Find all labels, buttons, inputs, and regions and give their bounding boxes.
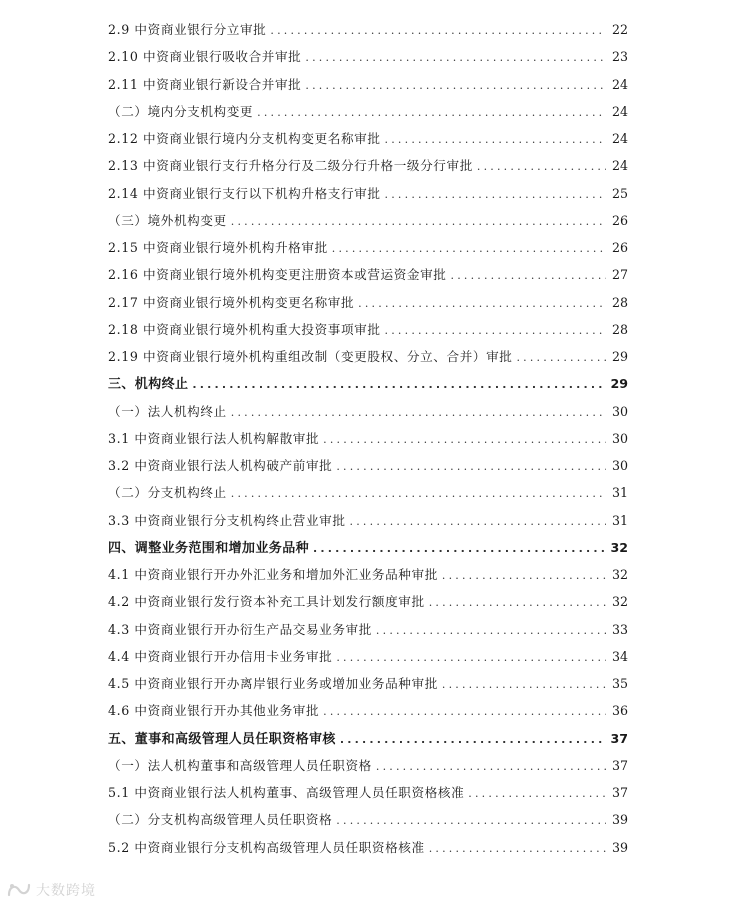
toc-entry-title: 4.3 中资商业银行开办衍生产品交易业务审批 xyxy=(108,621,372,637)
toc-dot-leader xyxy=(385,126,606,153)
toc-entry-title: 3.3 中资商业银行分支机构终止营业审批 xyxy=(108,512,346,528)
toc-page-number: 29 xyxy=(610,376,628,392)
toc-page-number: 31 xyxy=(611,485,628,501)
toc-dot-leader xyxy=(323,698,606,725)
toc-entry-title: 5.1 中资商业银行法人机构董事、高级管理人员任职资格核准 xyxy=(108,785,465,800)
toc-page-number: 25 xyxy=(611,185,628,201)
toc-subsection-entry xyxy=(108,207,628,234)
toc-section-entry xyxy=(108,534,628,561)
toc-page-number: 23 xyxy=(611,49,628,65)
toc-page-number: 37 xyxy=(610,730,628,746)
toc-dot-leader xyxy=(340,726,605,753)
toc-dot-leader xyxy=(429,835,606,862)
brand-logo-icon xyxy=(6,881,32,899)
toc-entry xyxy=(108,452,628,479)
toc-entry-title: 4.6 中资商业银行开办其他业务审批 xyxy=(108,703,320,719)
toc-entry-title: 2.14 中资商业银行支行以下机构升格支行审批 xyxy=(108,185,381,201)
toc-dot-leader xyxy=(323,426,606,453)
toc-page-number: 33 xyxy=(611,621,628,637)
toc-dot-leader xyxy=(350,508,606,535)
toc-entry-title: 4.2 中资商业银行发行资本补充工具计划发行额度审批 xyxy=(108,594,425,610)
toc-entry-title: 三、机构终止 xyxy=(108,377,189,393)
toc-dot-leader xyxy=(231,208,606,235)
toc-entry-title: （一）法人机构终止 xyxy=(108,403,227,419)
toc-entry xyxy=(108,425,628,452)
toc-page-number: 30 xyxy=(611,430,628,446)
toc-dot-leader xyxy=(468,780,606,807)
watermark-text: 大数跨境 xyxy=(36,883,96,899)
toc-entry-title: 2.13 中资商业银行支行升格分行及二级分行升格一级分行审批 xyxy=(108,158,473,174)
toc-page-number: 24 xyxy=(611,103,628,119)
toc-entry-title: 2.18 中资商业银行境外机构重大投资事项审批 xyxy=(108,321,381,337)
toc-entry-title: 4.1 中资商业银行开办外汇业务和增加外汇业务品种审批 xyxy=(108,567,438,582)
toc-entry-title: 3.2 中资商业银行法人机构破产前审批 xyxy=(108,458,333,473)
toc-dot-leader xyxy=(385,317,606,344)
toc-entry xyxy=(108,16,628,43)
toc-entry xyxy=(108,43,628,70)
toc-entry xyxy=(108,670,628,697)
toc-dot-leader xyxy=(336,453,606,480)
toc-dot-leader xyxy=(332,235,606,262)
toc-entry-title: 2.16 中资商业银行境外机构变更注册资本或营运资金审批 xyxy=(108,267,447,283)
toc-dot-leader xyxy=(385,181,606,208)
toc-entry xyxy=(108,125,628,152)
toc-page-number: 27 xyxy=(611,267,628,283)
toc-entry-title: （三）境外机构变更 xyxy=(108,212,227,228)
toc-page-number: 28 xyxy=(611,321,628,337)
toc-dot-leader xyxy=(336,644,606,671)
toc-entry-title: 四、调整业务范围和增加业务品种 xyxy=(108,540,310,556)
toc-entry xyxy=(108,588,628,615)
toc-page-number: 31 xyxy=(611,512,628,528)
toc-page-number: 28 xyxy=(611,294,628,310)
toc-dot-leader xyxy=(305,72,606,99)
toc-dot-leader xyxy=(313,535,604,562)
toc-page-number: 26 xyxy=(611,212,628,228)
toc-entry xyxy=(108,697,628,724)
toc-dot-leader xyxy=(442,671,606,698)
toc-entry-title: 4.5 中资商业银行开办离岸银行业务或增加业务品种审批 xyxy=(108,676,438,691)
toc-entry xyxy=(108,180,628,207)
toc-entry-title: （二）境内分支机构变更 xyxy=(108,103,254,119)
toc-entry-title: 4.4 中资商业银行开办信用卡业务审批 xyxy=(108,648,333,664)
toc-dot-leader xyxy=(336,807,606,834)
toc-dot-leader xyxy=(270,17,606,44)
toc-page-number: 32 xyxy=(611,594,628,610)
toc-entry-title: （二）分支机构终止 xyxy=(108,485,227,501)
toc-dot-leader xyxy=(429,589,606,616)
toc-entry xyxy=(108,152,628,179)
toc-dot-leader xyxy=(231,480,606,507)
toc-page-number: 30 xyxy=(611,458,628,473)
toc-entry xyxy=(108,616,628,643)
toc-section-entry xyxy=(108,725,628,752)
toc-section-entry xyxy=(108,370,628,397)
toc-dot-leader xyxy=(516,344,606,371)
toc-page-number: 26 xyxy=(611,240,628,255)
toc-entry xyxy=(108,234,628,261)
toc-dot-leader xyxy=(376,617,606,644)
toc-page-number: 37 xyxy=(611,757,628,773)
toc-entry-title: 2.19 中资商业银行境外机构重组改制（变更股权、分立、合并）审批 xyxy=(108,349,513,364)
toc-dot-leader xyxy=(358,290,606,317)
toc-dot-leader xyxy=(451,262,606,289)
toc-entry-title: （一）法人机构董事和高级管理人员任职资格 xyxy=(108,757,372,773)
toc-entry-title: 2.9 中资商业银行分立审批 xyxy=(108,22,267,37)
toc-dot-leader xyxy=(477,153,606,180)
toc-page-number: 30 xyxy=(611,403,628,419)
toc-subsection-entry xyxy=(108,752,628,779)
toc-dot-leader xyxy=(231,399,606,426)
toc-dot-leader xyxy=(305,44,606,71)
watermark xyxy=(6,880,96,900)
toc-entry-title: 3.1 中资商业银行法人机构解散审批 xyxy=(108,430,320,446)
toc-subsection-entry xyxy=(108,398,628,425)
toc-dot-leader xyxy=(192,371,604,398)
toc-page-number: 24 xyxy=(611,158,628,174)
toc-entry-title: （二）分支机构高级管理人员任职资格 xyxy=(108,812,333,828)
toc-page-number: 22 xyxy=(611,22,628,37)
toc-dot-leader xyxy=(257,99,606,126)
toc-entry xyxy=(108,561,628,588)
toc-page-number: 32 xyxy=(611,567,628,582)
toc-page-number: 39 xyxy=(611,839,628,855)
toc-page-number: 29 xyxy=(611,349,628,364)
toc-page-number: 32 xyxy=(610,539,628,555)
toc-page-number: 36 xyxy=(611,703,628,719)
toc-entry xyxy=(108,343,628,370)
toc-subsection-entry xyxy=(108,806,628,833)
toc-page-number: 37 xyxy=(611,785,628,800)
toc-dot-leader xyxy=(442,562,606,589)
toc-entry xyxy=(108,507,628,534)
toc-page-number: 24 xyxy=(611,76,628,92)
toc-page-number: 39 xyxy=(611,812,628,828)
toc-entry xyxy=(108,261,628,288)
toc-entry xyxy=(108,643,628,670)
toc-page-number: 35 xyxy=(611,676,628,691)
toc-subsection-entry xyxy=(108,98,628,125)
toc-entry xyxy=(108,289,628,316)
toc-page-number: 24 xyxy=(611,131,628,146)
toc-entry xyxy=(108,834,628,861)
toc-entry-title: 五、董事和高级管理人员任职资格审核 xyxy=(108,731,336,747)
toc-entry-title: 2.10 中资商业银行吸收合并审批 xyxy=(108,49,302,65)
toc-entry-title: 2.11 中资商业银行新设合并审批 xyxy=(108,76,302,92)
toc-entry-title: 2.12 中资商业银行境内分支机构变更名称审批 xyxy=(108,131,381,146)
toc-entry-title: 5.2 中资商业银行分支机构高级管理人员任职资格核准 xyxy=(108,839,425,855)
toc-page-number: 34 xyxy=(611,648,628,664)
toc-entry-title: 2.17 中资商业银行境外机构变更名称审批 xyxy=(108,294,355,310)
toc-entry xyxy=(108,779,628,806)
toc-dot-leader xyxy=(376,753,606,780)
toc-entry xyxy=(108,71,628,98)
toc-entry-title: 2.15 中资商业银行境外机构升格审批 xyxy=(108,240,328,255)
toc-subsection-entry xyxy=(108,479,628,506)
toc-entry xyxy=(108,316,628,343)
table-of-contents xyxy=(108,16,628,861)
